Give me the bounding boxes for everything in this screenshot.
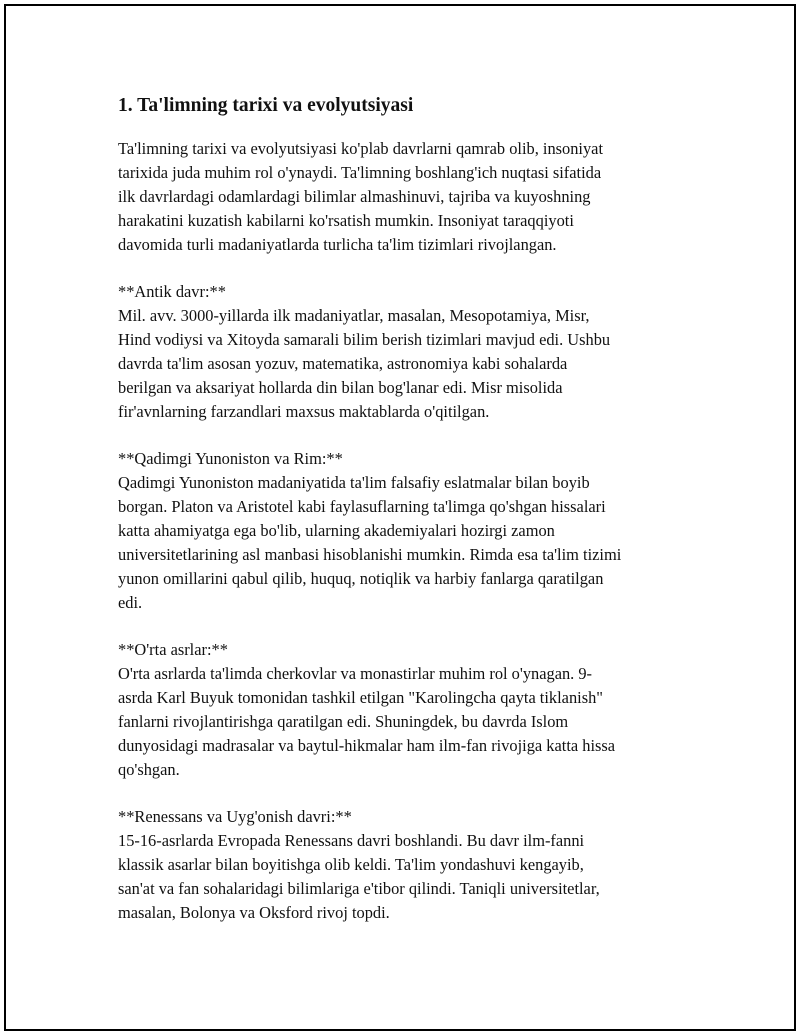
text-line: Mil. avv. 3000-yillarda ilk madaniyatlar, masalan, Mesopotamiya, Misr, <box>118 306 590 325</box>
section-heading: **Qadimgi Yunoniston va Rim:** <box>118 449 343 468</box>
text-line: masalan, Bolonya va Oksford rivoj topdi. <box>118 903 390 922</box>
document-title: 1. Ta'limning tarixi va evolyutsiyasi <box>118 95 414 116</box>
text-line: O'rta asrlarda ta'limda cherkovlar va monastirlar muhim rol o'ynagan. 9- <box>118 664 593 683</box>
text-line: universitetlarining asl manbasi hisoblanishi mumkin. Rimda esa ta'lim tizimi <box>118 545 622 564</box>
text-line: ilk davrlardagi odamlardagi bilimlar almashinuvi, tajriba va kuyoshning <box>118 187 591 206</box>
text-line: yunon omillarini qabul qilib, huquq, notiqlik va harbiy fanlarga qaratilgan <box>118 569 604 588</box>
text-line: borgan. Platon va Aristotel kabi faylasuflarning ta'limga qo'shgan hissalari <box>118 497 606 516</box>
intro-paragraph <box>118 137 688 257</box>
text-line: klassik asarlar bilan boyitishga olib keldi. Ta'lim yondashuvi kengayib, <box>118 855 584 874</box>
section-orta-asrlar <box>118 638 688 782</box>
text-line: Qadimgi Yunoniston madaniyatida ta'lim falsafiy eslatmalar bilan boyib <box>118 473 590 492</box>
section-heading: **Renessans va Uyg'onish davri:** <box>118 807 352 826</box>
text-line: davomida turli madaniyatlarda turlicha ta'lim tizimlari rivojlangan. <box>118 235 557 254</box>
text-line: davrda ta'lim asosan yozuv, matematika, astronomiya kabi sohalarda <box>118 354 568 373</box>
text-line: san'at va fan sohalaridagi bilimlariga e'tibor qilindi. Taniqli universitetlar, <box>118 879 600 898</box>
section-heading: **O'rta asrlar:** <box>118 640 228 659</box>
section-heading: **Antik davr:** <box>118 282 226 301</box>
text-line: tarixida juda muhim rol o'ynaydi. Ta'limning boshlang'ich nuqtasi sifatida <box>118 163 602 182</box>
text-line: fanlarni rivojlantirishga qaratilgan edi. Shuningdek, bu davrda Islom <box>118 712 569 731</box>
text-line: dunyosidagi madrasalar va baytul-hikmalar ham ilm-fan rivojiga katta hissa <box>118 736 616 755</box>
text-line: harakatini kuzatish kabilarni ko'rsatish mumkin. Insoniyat taraqqiyoti <box>118 211 574 230</box>
section-yunoniston-rim <box>118 447 688 615</box>
section-antik-davr <box>118 280 688 424</box>
text-line: edi. <box>118 593 143 612</box>
text-line: 15-16-asrlarda Evropada Renessans davri boshlandi. Bu davr ilm-fanni <box>118 831 585 850</box>
document-body <box>118 92 688 948</box>
text-line: qo'shgan. <box>118 760 180 779</box>
text-line: katta ahamiyatga ega bo'lib, ularning akademiyalari hozirgi zamon <box>118 521 555 540</box>
text-line: asrda Karl Buyuk tomonidan tashkil etilgan "Karolingcha qayta tiklanish" <box>118 688 603 707</box>
text-line: berilgan va aksariyat hollarda din bilan bog'lanar edi. Misr misolida <box>118 378 563 397</box>
section-renessans <box>118 805 688 925</box>
text-line: Ta'limning tarixi va evolyutsiyasi ko'plab davrlarni qamrab olib, insoniyat <box>118 139 603 158</box>
text-line: Hind vodiysi va Xitoyda samarali bilim berish tizimlari mavjud edi. Ushbu <box>118 330 611 349</box>
text-line: fir'avnlarning farzandlari maxsus maktablarda o'qitilgan. <box>118 402 490 421</box>
